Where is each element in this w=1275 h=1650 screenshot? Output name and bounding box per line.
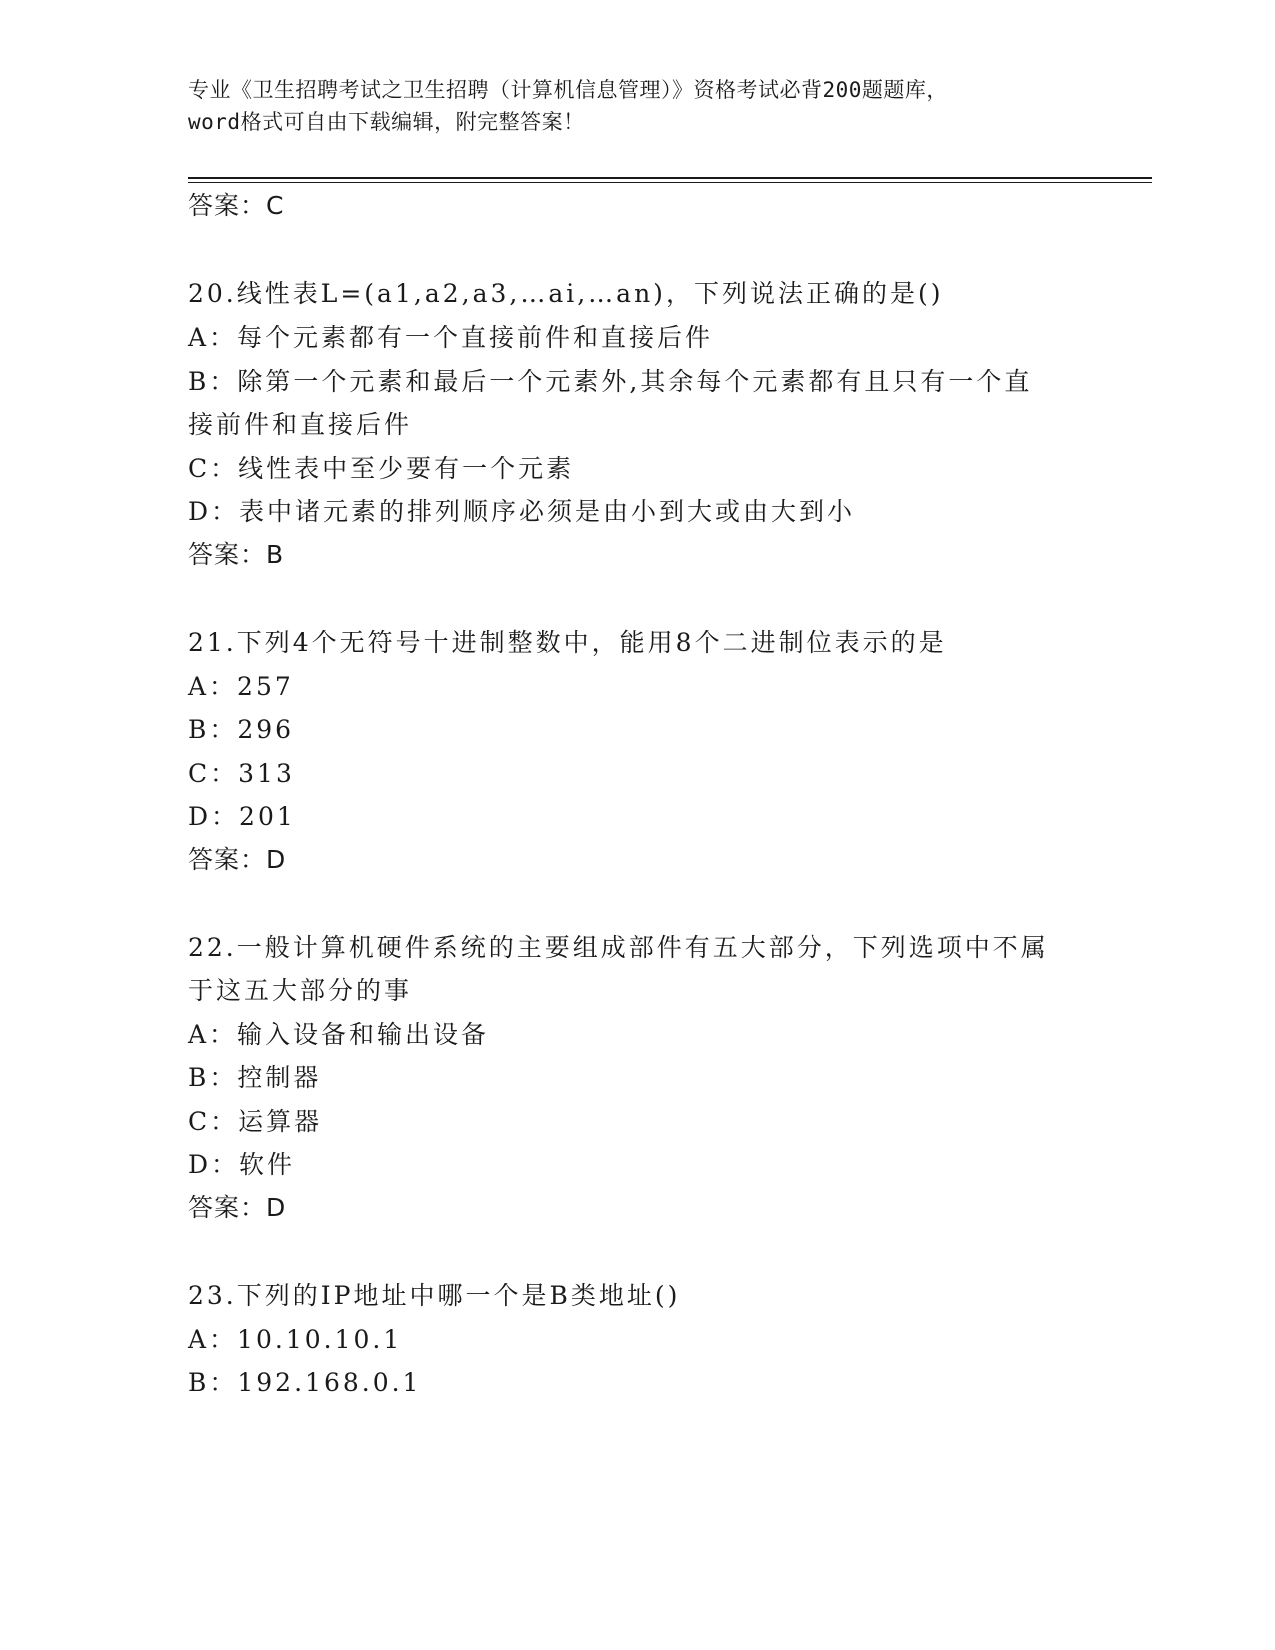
header-line-1: 专业《卫生招聘考试之卫生招聘（计算机信息管理）》资格考试必背200题题库，: [188, 78, 948, 102]
question-21-answer: 答案：D: [188, 845, 287, 874]
question-21-option-d: D：201: [188, 802, 296, 831]
question-21-option-c: C：313: [188, 759, 295, 788]
question-23-option-a: A：10.10.10.1: [188, 1325, 403, 1354]
answer-prev: 答案：C: [188, 191, 285, 220]
question-20-option-d: D：表中诸元素的排列顺序必须是由小到大或由大到小: [188, 497, 856, 526]
question-23-option-b: B：192.168.0.1: [188, 1368, 422, 1397]
question-22-option-a: A：输入设备和输出设备: [188, 1020, 490, 1049]
document-header: [188, 74, 1088, 138]
question-20-option-b-line1: B：除第一个元素和最后一个元素外,其余每个元素都有且只有一个直: [188, 367, 1033, 396]
question-20-answer: 答案：B: [188, 540, 285, 569]
question-21-option-a: A：257: [188, 672, 294, 701]
header-line-2: word格式可自由下载编辑，附完整答案！: [188, 110, 585, 134]
question-21-stem: 21.下列4个无符号十进制整数中，能用8个二进制位表示的是: [188, 628, 947, 657]
question-22-stem-line2: 于这五大部分的事: [188, 976, 413, 1005]
question-22-option-b: B：控制器: [188, 1063, 322, 1092]
question-22-option-d: D：软件: [188, 1150, 296, 1179]
header-divider-bottom: [188, 182, 1152, 183]
question-22-answer: 答案：D: [188, 1193, 287, 1222]
question-22-option-c: C：运算器: [188, 1107, 323, 1136]
question-23-stem: 23.下列的IP地址中哪一个是B类地址(): [188, 1281, 681, 1310]
question-20-option-c: C：线性表中至少要有一个元素: [188, 454, 575, 483]
question-20-option-b-line2: 接前件和直接后件: [188, 410, 413, 439]
question-20-option-a: A：每个元素都有一个直接前件和直接后件: [188, 323, 714, 352]
question-21-option-b: B：296: [188, 715, 295, 744]
question-20-stem: 20.线性表L=(a1,a2,a3,…ai,…an)，下列说法正确的是(): [188, 279, 944, 308]
header-divider-top: [188, 177, 1152, 179]
question-22-stem-line1: 22.一般计算机硬件系统的主要组成部件有五大部分，下列选项中不属: [188, 933, 1049, 962]
